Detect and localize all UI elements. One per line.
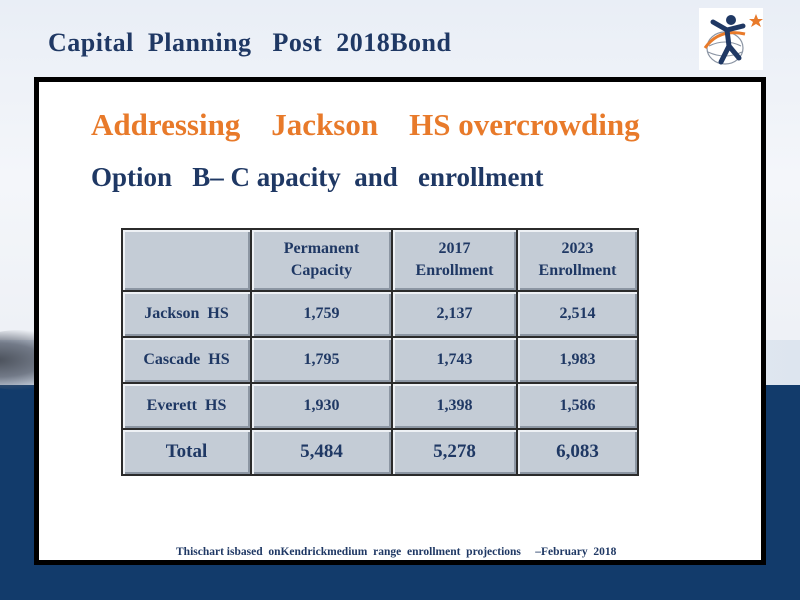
slide-title: Addressing Jackson HS overcrowding xyxy=(91,107,640,142)
table-total-row xyxy=(122,429,638,475)
slide-content xyxy=(39,82,761,560)
table-cell: 1,930 xyxy=(251,383,392,429)
slide-subtitle: Option B– C apacity and enrollment xyxy=(91,162,544,192)
table-row xyxy=(122,337,638,383)
table-row xyxy=(122,291,638,337)
header-cell xyxy=(251,229,392,291)
table-row xyxy=(122,383,638,429)
total-cell: 6,083 xyxy=(517,429,638,475)
table-cell: 1,795 xyxy=(251,337,392,383)
page-title: Capital Planning Post 2018Bond xyxy=(48,28,452,57)
table-cell: 2,514 xyxy=(517,291,638,337)
table-header-row xyxy=(122,229,638,291)
row-label: Cascade HS xyxy=(122,337,251,383)
table-cell: 1,586 xyxy=(517,383,638,429)
table-cell: 1,743 xyxy=(392,337,517,383)
total-cell: 5,278 xyxy=(392,429,517,475)
logo xyxy=(699,8,763,70)
total-label: Total xyxy=(122,429,251,475)
header-label: 2023 Enrollment xyxy=(538,240,617,279)
row-label: Jackson HS xyxy=(122,291,251,337)
header-cell xyxy=(517,229,638,291)
table-cell: 1,983 xyxy=(517,337,638,383)
slide-panel xyxy=(34,77,766,565)
row-label: Everett HS xyxy=(122,383,251,429)
table-cell: 1,398 xyxy=(392,383,517,429)
footnote: Thischart isbased onKendrickmedium range enrollment projections –February 2018 xyxy=(176,546,617,558)
person-star-globe-icon xyxy=(699,8,763,70)
table-cell: 1,759 xyxy=(251,291,392,337)
header-cell xyxy=(392,229,517,291)
capacity-enrollment-table xyxy=(121,228,639,476)
total-cell: 5,484 xyxy=(251,429,392,475)
header-cell-empty xyxy=(122,229,251,291)
header-label: Permanent Capacity xyxy=(283,240,360,279)
table-cell: 2,137 xyxy=(392,291,517,337)
header-label: 2017 Enrollment xyxy=(415,240,494,279)
